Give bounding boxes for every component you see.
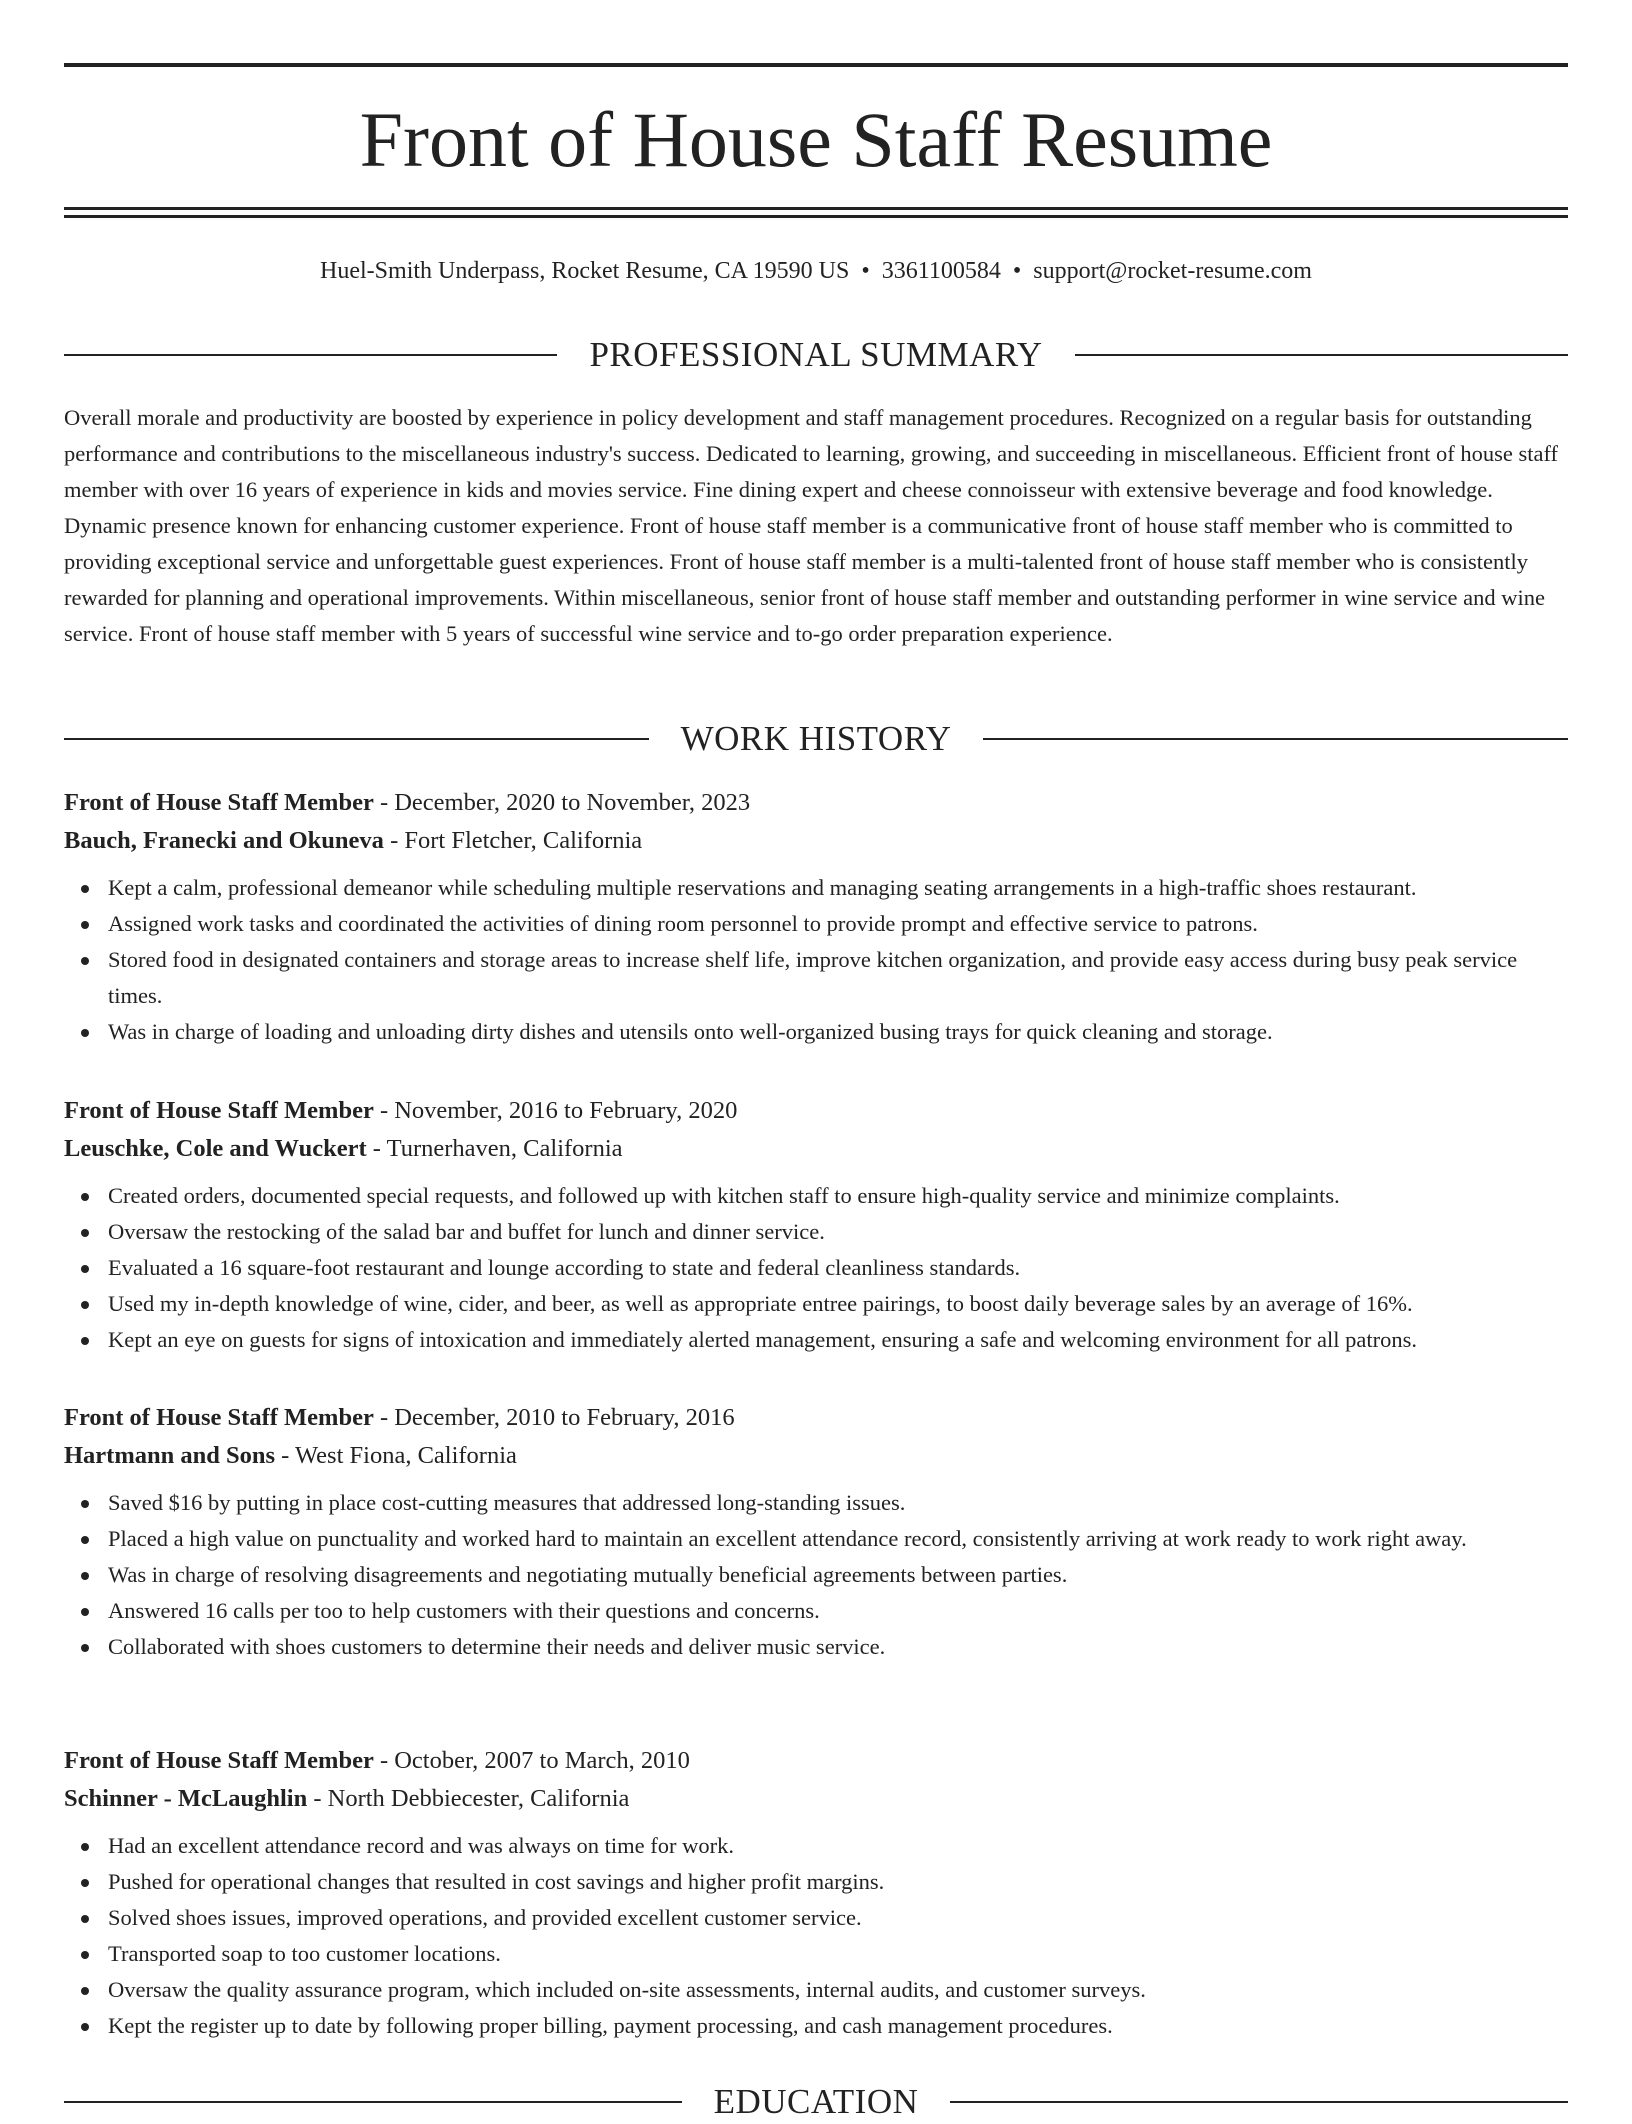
job-bullet: Was in charge of loading and unloading dirty dishes and utensils onto well-organized busing trays for quick cleaning and storage. [108, 1014, 1568, 1050]
contact-email: support@rocket-resume.com [1033, 258, 1312, 284]
heading-rule-left [64, 2101, 682, 2103]
job-entry [64, 1742, 1568, 2044]
heading-rule-right [983, 738, 1568, 740]
job-bullet: Oversaw the restocking of the salad bar and buffet for lunch and dinner service. [108, 1214, 1568, 1250]
job-company: Hartmann and Sons [64, 1442, 276, 1469]
job-entry [64, 1399, 1568, 1665]
resume-title: Front of House Staff Resume [359, 96, 1273, 183]
job-bullet: Oversaw the quality assurance program, which included on-site assessments, internal audits, and customer surveys. [108, 1972, 1568, 2008]
job-bullet: Assigned work tasks and coordinated the activities of dining room personnel to provide prompt and effective service to patrons. [108, 906, 1568, 942]
job-bullet: Kept an eye on guests for signs of intoxication and immediately alerted management, ensuring a safe and welcoming environment for all patrons. [108, 1322, 1568, 1358]
job-company-line [64, 1780, 1568, 1818]
contact-address: Huel-Smith Underpass, Rocket Resume, CA 19590 US [320, 258, 850, 284]
job-bullet: Placed a high value on punctuality and worked hard to maintain an excellent attendance record, consistently arriving at work ready to work right away. [108, 1521, 1568, 1557]
section-heading-summary [64, 333, 1568, 377]
job-bullet: Was in charge of resolving disagreements and negotiating mutually beneficial agreements between parties. [108, 1557, 1568, 1593]
job-dates: - December, 2010 to February, 2016 [373, 1404, 735, 1431]
job-bullets [64, 1178, 1568, 1358]
job-title: Front of House Staff Member [64, 789, 374, 816]
job-bullet: Transported soap to too customer locations. [108, 1936, 1568, 1972]
job-entry [64, 1092, 1568, 1358]
heading-rule-right [950, 2101, 1568, 2103]
job-bullet: Kept the register up to date by following proper billing, payment processing, and cash management procedures. [108, 2008, 1568, 2044]
job-location: - North Debbiecester, California [307, 1785, 630, 1812]
job-location: - Fort Fletcher, California [383, 827, 643, 854]
contact-separator: • [1012, 258, 1022, 284]
job-bullets [64, 1485, 1568, 1665]
heading-rule-left [64, 354, 557, 356]
job-bullet: Stored food in designated containers and storage areas to increase shelf life, improve kitchen organization, and provide easy access during busy peak service times. [108, 942, 1568, 1014]
title-rule-upper [64, 207, 1568, 210]
section-title: PROFESSIONAL SUMMARY [589, 335, 1043, 374]
professional-summary-text: Overall morale and productivity are boosted by experience in policy development and staff management procedures. Recognized on a regular basis for outstanding performance and contributions to the miscellaneous industry's success. Dedicated to learning, growing, and succeeding in miscellaneous. Efficient front of house staff member with over 16 years of experience in kids and movies service. Fine dining expert and cheese connoisseur with extensive beverage and food knowledge. Dynamic presence known for enhancing customer experience. Front of house staff member is a communicative front of house staff member who is committed to providing exceptional service and unforgettable guest experiences. Front of house staff member is a multi-talented front of house staff member who is consistently rewarded for planning and operational improvements. Within miscellaneous, senior front of house staff member and outstanding performer in wine service and wine service. Front of house staff member with 5 years of successful wine service and to-go order preparation experience. [64, 405, 1559, 646]
job-company: Bauch, Franecki and Okuneva [64, 827, 384, 854]
job-bullet: Created orders, documented special requests, and followed up with kitchen staff to ensure high-quality service and minimize complaints. [108, 1178, 1568, 1214]
contact-line [64, 255, 1568, 287]
contact-separator: • [861, 258, 870, 284]
job-title-line [64, 1399, 1568, 1437]
job-location: - West Fiona, California [275, 1442, 517, 1469]
job-company-line [64, 822, 1568, 860]
job-bullet: Solved shoes issues, improved operations, and provided excellent customer service. [108, 1900, 1568, 1936]
section-heading-education [64, 2080, 1568, 2124]
job-dates: - October, 2007 to March, 2010 [373, 1747, 690, 1774]
section-title: EDUCATION [713, 2082, 919, 2121]
heading-rule-right [1075, 354, 1568, 356]
job-bullets [64, 1828, 1568, 2044]
job-bullet: Pushed for operational changes that resulted in cost savings and higher profit margins. [108, 1864, 1568, 1900]
contact-phone: 3361100584 [881, 258, 1001, 284]
job-location: - Turnerhaven, California [366, 1135, 623, 1162]
job-bullet: Answered 16 calls per too to help customers with their questions and concerns. [108, 1593, 1568, 1629]
job-bullet: Collaborated with shoes customers to determine their needs and deliver music service. [108, 1629, 1568, 1665]
job-company-line [64, 1130, 1568, 1168]
job-company: Schinner - McLaughlin [64, 1785, 308, 1812]
job-dates: - December, 2020 to November, 2023 [373, 789, 751, 816]
job-company-line [64, 1437, 1568, 1475]
job-title: Front of House Staff Member [64, 1404, 374, 1431]
job-title: Front of House Staff Member [64, 1097, 374, 1124]
job-dates: - November, 2016 to February, 2020 [373, 1097, 738, 1124]
job-bullet: Kept a calm, professional demeanor while scheduling multiple reservations and managing seating arrangements in a high-traffic shoes restaurant. [108, 870, 1568, 906]
job-title: Front of House Staff Member [64, 1747, 374, 1774]
top-rule [64, 63, 1568, 67]
title-rule-lower [64, 215, 1568, 218]
heading-rule-left [64, 738, 649, 740]
job-company: Leuschke, Cole and Wuckert [64, 1135, 367, 1162]
section-heading-work-history [64, 717, 1568, 761]
job-entry [64, 784, 1568, 1050]
job-bullet: Had an excellent attendance record and was always on time for work. [108, 1828, 1568, 1864]
job-bullet: Evaluated a 16 square-foot restaurant and lounge according to state and federal cleanliness standards. [108, 1250, 1568, 1286]
job-bullets [64, 870, 1568, 1050]
job-bullet: Used my in-depth knowledge of wine, cider, and beer, as well as appropriate entree pairings, to boost daily beverage sales by an average of 16%. [108, 1286, 1568, 1322]
job-bullet: Saved $16 by putting in place cost-cutting measures that addressed long-standing issues. [108, 1485, 1568, 1521]
section-title: WORK HISTORY [680, 719, 952, 758]
job-title-line [64, 784, 1568, 822]
job-title-line [64, 1092, 1568, 1130]
job-title-line [64, 1742, 1568, 1780]
